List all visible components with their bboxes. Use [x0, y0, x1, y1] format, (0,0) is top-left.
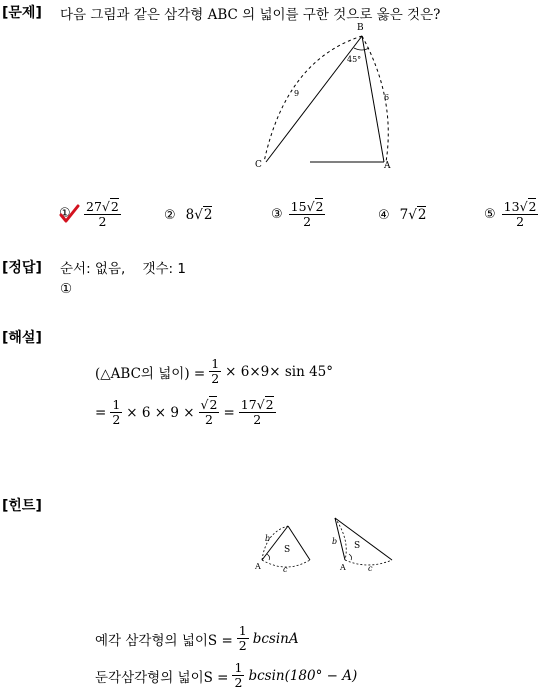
hint-line-1: 예각 삼각형의 넓이S = $\frac{1}{2}$ bcsinA — [95, 623, 299, 654]
hint-acute-formula: bcsinA — [252, 630, 299, 647]
explanation-tag: [해설] — [2, 330, 42, 346]
explanation-line-2: = $\frac{1}{2}$ × 6 × 9 × $\frac{√2}{2}$ = $\frac{17√2}{2}$ — [95, 397, 274, 428]
option-4[interactable] — [378, 207, 426, 223]
option-1-value: $\frac{27√2}{2}$ — [86, 199, 119, 230]
hint-fig2-b: b — [332, 537, 338, 546]
hint-obtuse-formula: bcsin(180° − A) — [248, 667, 358, 684]
label-a: A — [384, 161, 391, 171]
option-2-value: 8√2 — [185, 207, 213, 223]
label-b: B — [357, 23, 364, 33]
question-text: 다음 그림과 같은 삼각형 ABC 의 넓이를 구한 것으로 옳은 것은? — [60, 7, 441, 23]
hint-fig2-s: S — [354, 541, 361, 551]
option-3-marker: ③ — [271, 207, 283, 223]
hint-fig2-a: A — [340, 563, 346, 572]
hint-fig2-c: c — [368, 564, 373, 573]
option-1-marker: ① — [58, 206, 78, 224]
side-ba — [362, 36, 384, 162]
label-side-9: 9 — [294, 89, 300, 98]
explanation-half: $\frac{1}{2}$ — [211, 356, 220, 387]
option-2[interactable] — [164, 207, 212, 223]
option-4-value: 7√2 — [399, 207, 427, 223]
hint-fig1-c: c — [283, 565, 288, 574]
option-3[interactable] — [271, 200, 325, 230]
option-4-marker: ④ — [378, 207, 390, 223]
answer-value: ① — [60, 281, 73, 297]
label-side-6: 6 — [384, 93, 390, 102]
hint-acute-label: 예각 삼각형의 넓이S = — [95, 632, 233, 649]
triangle-figure — [250, 18, 410, 178]
question-tag: [문제] — [2, 5, 42, 21]
hint-obtuse-label: 둔각삼각형의 넓이S = — [95, 669, 229, 686]
option-5[interactable] — [484, 200, 538, 230]
hint-line-2: 둔각삼각형의 넓이S = $\frac{1}{2}$ bcsin(180° − A) — [95, 660, 358, 691]
explanation-root2-over-2: $\frac{√2}{2}$ — [200, 397, 218, 428]
answer-tag: [정답] — [2, 260, 42, 276]
option-1[interactable] — [58, 200, 121, 230]
hint-tag: [힌트] — [2, 498, 42, 514]
explanation-rhs: × 6×9× sin 45° — [225, 363, 333, 380]
hint-fig1-s: S — [284, 545, 291, 555]
obtuse-triangle-figure — [330, 514, 398, 574]
angle-arc — [354, 48, 369, 50]
explanation-line-1 — [95, 357, 333, 387]
answer-line: 순서: 없음, 갯수: 1 — [60, 261, 186, 277]
hint-fig1-b: b — [265, 534, 271, 543]
hint-fig1-a: A — [255, 562, 261, 571]
label-angle: 45° — [347, 55, 362, 64]
option-2-marker: ② — [164, 207, 176, 223]
check-icon — [58, 203, 80, 225]
acute-triangle-figure — [252, 522, 320, 574]
explanation-lhs: (△ABC의 넓이) = — [95, 365, 206, 382]
option-3-value: $\frac{15√2}{2}$ — [290, 199, 324, 230]
label-c: C — [255, 160, 262, 170]
option-5-marker: ⑤ — [484, 207, 496, 223]
explanation-result: $\frac{17√2}{2}$ — [240, 397, 274, 428]
explanation-half-2: $\frac{1}{2}$ — [112, 397, 121, 428]
option-5-value: $\frac{13√2}{2}$ — [503, 199, 537, 230]
